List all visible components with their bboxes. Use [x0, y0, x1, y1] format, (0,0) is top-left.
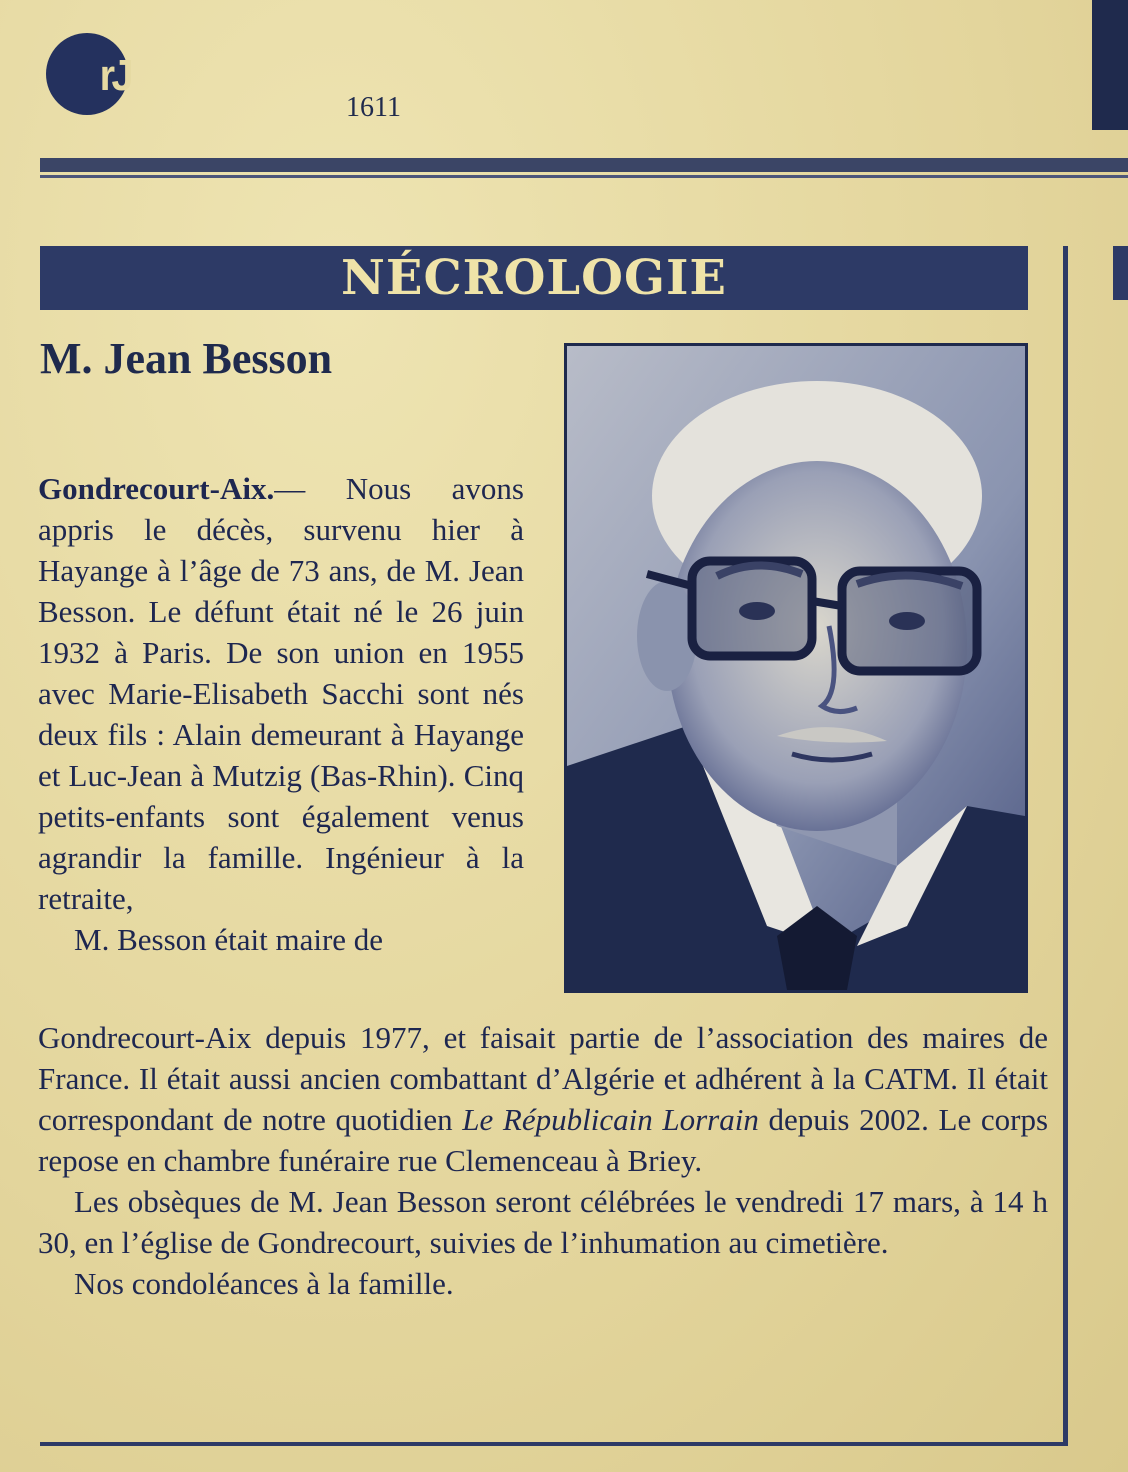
- right-edge-block: [1113, 246, 1128, 300]
- newspaper-name: Le Républicain Lorrain: [462, 1102, 759, 1137]
- article-paragraph-1: — Nous avons appris le décès, survenu hier à Hayange à l’âge de 73 ans, de M. Jean Besson. Le défunt était né le 26 juin 1932 à Paris. De son union en 1955 avec Marie-Elisabeth Sacchi sont nés deux fils : Alain demeurant à Hayange et Luc-Jean à Mutzig (Bas-Rhin). Cinq petits-enfants sont également venus agrandir la famille. Ingénieur à la retraite,: [38, 471, 524, 916]
- section-title: NÉCROLOGIE: [341, 250, 727, 306]
- column-rule: [1063, 246, 1068, 1446]
- article-paragraph-2: [38, 1017, 1048, 1181]
- article-paragraph-4: Nos condoléances à la famille.: [74, 1266, 454, 1301]
- page-number: 1611: [346, 92, 401, 123]
- top-rule-thin: [40, 175, 1128, 178]
- portrait-illustration: [567, 346, 1025, 990]
- corner-block: [1092, 0, 1128, 130]
- portrait-photo: [564, 343, 1028, 993]
- article-headline: M. Jean Besson: [40, 334, 333, 383]
- article-paragraph-2-before: Gondrecourt-Aix depuis 1977, et faisait partie de l’association des maires de France. Il était aussi ancien combattant d’Algérie et adhérent à la CATM. Il était correspondant de notre quotidien: [38, 1020, 1048, 1137]
- article-paragraph-3: Les obsèques de M. Jean Besson seront célébrées le vendredi 17 mars, à 14 h 30, en l’église de Gondrecourt, suivies de l’inhumation au cimetière.: [38, 1184, 1048, 1260]
- article-intro: [38, 468, 524, 960]
- section-banner: [40, 246, 1028, 310]
- article-body: [38, 1017, 1048, 1304]
- article-dateline: Gondrecourt-Aix.: [38, 471, 275, 506]
- bottom-rule: [40, 1442, 1068, 1446]
- top-rule: [40, 158, 1128, 172]
- article-paragraph-2-after: depuis 2002. Le corps repose en chambre funéraire rue Clemenceau à Briey.: [38, 1102, 1049, 1178]
- article-paragraph-2-start: M. Besson était maire de: [74, 922, 384, 957]
- logo-text: rJ: [99, 51, 130, 100]
- newspaper-logo: [46, 33, 128, 115]
